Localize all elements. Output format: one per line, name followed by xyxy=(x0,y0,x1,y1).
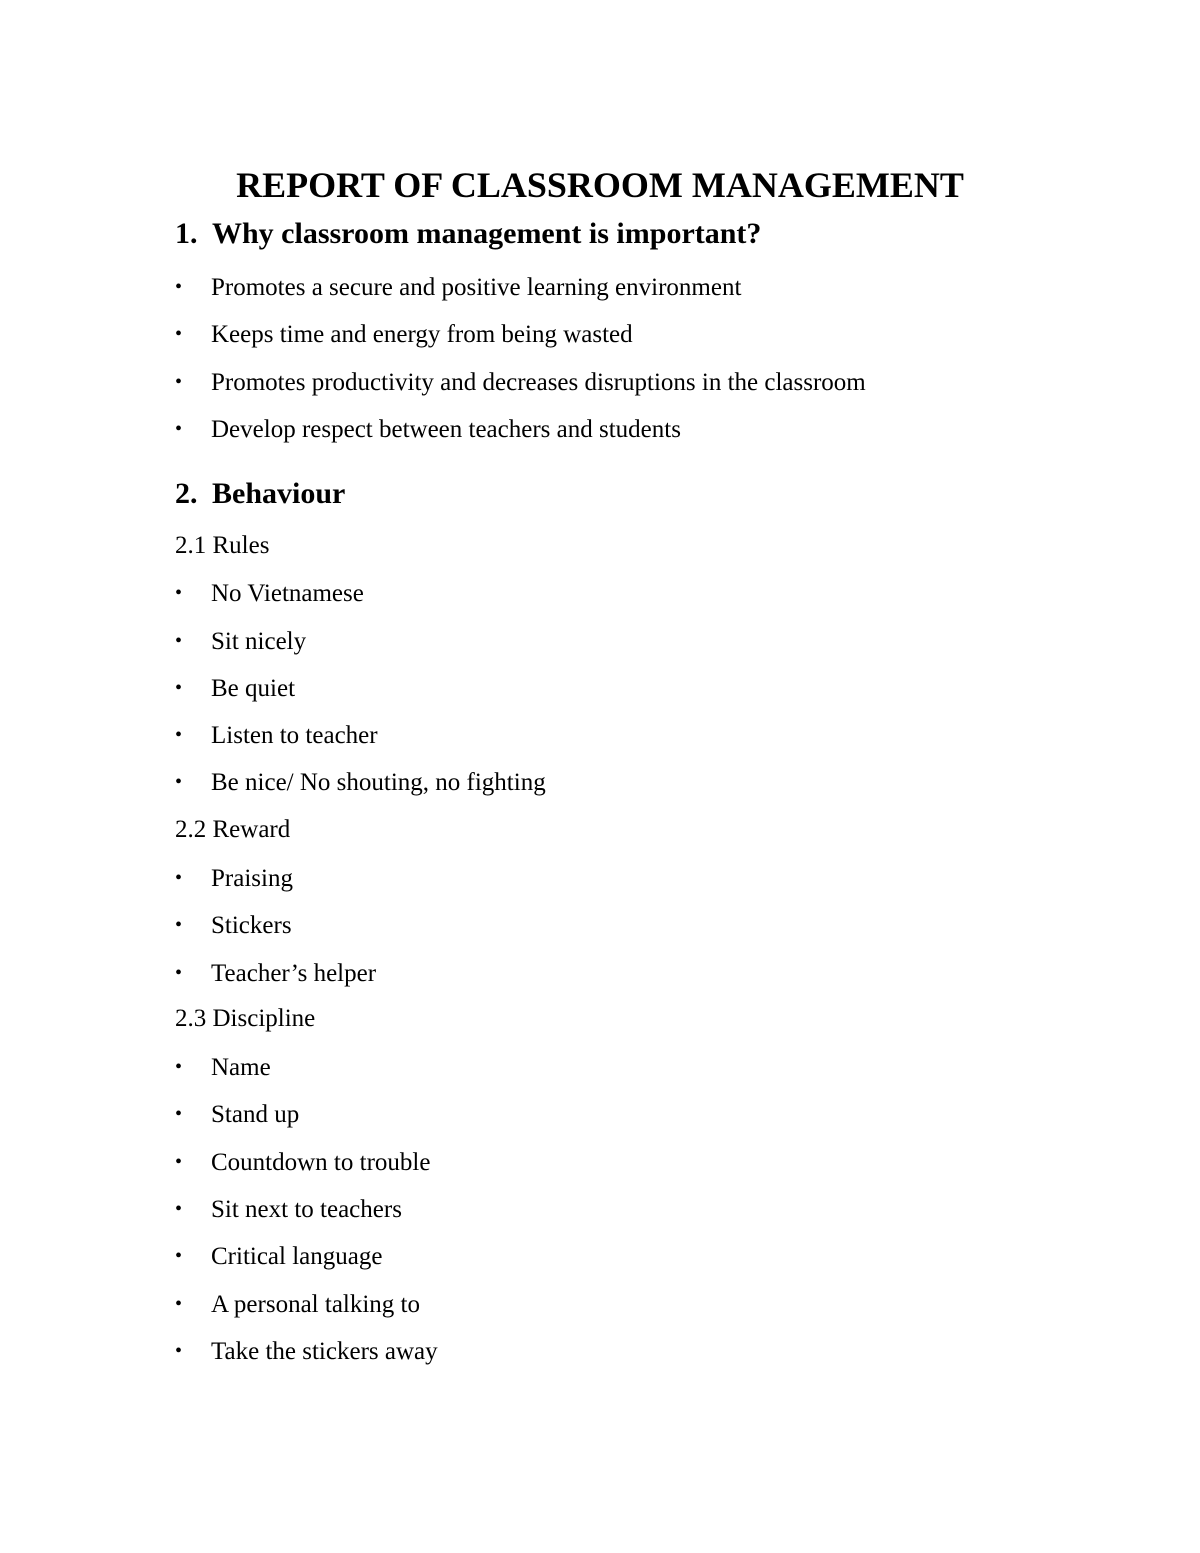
list-item: • No Vietnamese xyxy=(175,577,364,610)
bullet-icon: • xyxy=(175,771,183,793)
list-item: • Listen to teacher xyxy=(175,719,378,752)
list-item: • Stand up xyxy=(175,1098,299,1131)
list-item: • Stickers xyxy=(175,909,292,942)
list-item: • Sit next to teachers xyxy=(175,1193,402,1226)
bullet-icon: • xyxy=(175,582,183,604)
section-1-heading xyxy=(175,214,761,254)
bullet-icon: • xyxy=(175,1340,183,1362)
bullet-icon: • xyxy=(175,677,183,699)
subsection-rules-label: 2.1 Rules xyxy=(175,532,270,559)
bullet-icon: • xyxy=(175,630,183,652)
bullet-icon: • xyxy=(175,1103,183,1125)
section-1-number: 1. xyxy=(175,217,198,250)
list-item: • Be quiet xyxy=(175,672,295,705)
bullet-icon: • xyxy=(175,724,183,746)
section-2-heading xyxy=(175,474,345,514)
bullet-icon: • xyxy=(175,1056,183,1078)
list-item: • Praising xyxy=(175,862,293,895)
bullet-icon: • xyxy=(175,418,183,440)
section-2-title: Behaviour xyxy=(212,477,346,510)
list-item: • Develop respect between teachers and students xyxy=(175,413,681,446)
bullet-icon: • xyxy=(175,962,183,984)
section-2-number: 2. xyxy=(175,477,198,510)
list-item: • Teacher’s helper xyxy=(175,957,376,990)
bullet-icon: • xyxy=(175,1198,183,1220)
bullet-icon: • xyxy=(175,276,183,298)
bullet-icon: • xyxy=(175,1293,183,1315)
document-title: REPORT OF CLASSROOM MANAGEMENT xyxy=(236,165,964,205)
subsection-discipline-label: 2.3 Discipline xyxy=(175,1005,316,1032)
bullet-icon: • xyxy=(175,1245,183,1267)
list-item: • Critical language xyxy=(175,1240,382,1273)
subsection-reward-label: 2.2 Reward xyxy=(175,816,291,843)
list-item: • Take the stickers away xyxy=(175,1335,438,1368)
list-item: • Promotes productivity and decreases disruptions in the classroom xyxy=(175,366,866,399)
list-item: • Name xyxy=(175,1051,271,1084)
bullet-icon: • xyxy=(175,914,183,936)
list-item: • Sit nicely xyxy=(175,625,306,658)
list-item: • Be nice/ No shouting, no fighting xyxy=(175,766,546,799)
list-item: • Countdown to trouble xyxy=(175,1146,430,1179)
bullet-icon: • xyxy=(175,1151,183,1173)
section-1-title: Why classroom management is important? xyxy=(212,217,762,250)
list-item: • Keeps time and energy from being wasted xyxy=(175,318,633,351)
bullet-icon: • xyxy=(175,867,183,889)
bullet-icon: • xyxy=(175,371,183,393)
bullet-icon: • xyxy=(175,323,183,345)
list-item: • A personal talking to xyxy=(175,1288,420,1321)
list-item: • Promotes a secure and positive learning environment xyxy=(175,271,741,304)
